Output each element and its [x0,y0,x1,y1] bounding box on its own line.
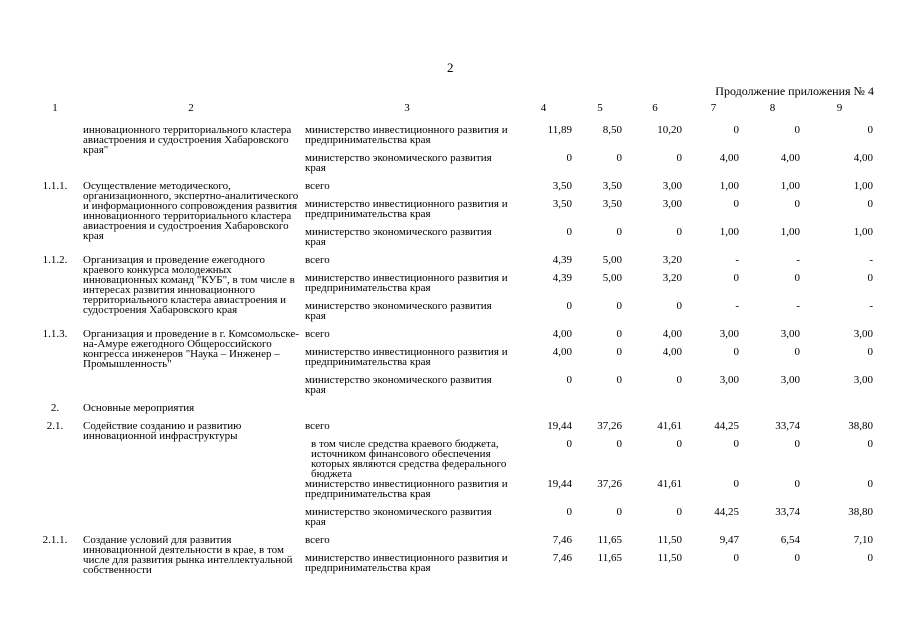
row-value: 3,50 [552,198,572,210]
table-row [30,421,876,439]
row-value: 5,00 [602,272,622,284]
row-code [30,125,80,181]
row-value: 0 [566,506,572,518]
table-row [30,181,876,199]
empty-cell [302,403,512,421]
row-value: 0 [676,152,682,164]
empty-cell [575,403,625,421]
row-value: 0 [676,506,682,518]
row-value: 3,00 [780,328,800,340]
row-value: 3,00 [719,374,739,386]
row-value: 4,00 [552,346,572,358]
row-value: 3,00 [662,180,682,192]
row-executor: министерство экономического развития края [305,374,492,396]
row-value: 8,50 [602,124,622,136]
row-value: 0 [676,374,682,386]
row-value: 3,00 [662,198,682,210]
row-value: 0 [867,346,873,358]
row-executor: всего [305,328,330,340]
row-value: 0 [616,152,622,164]
row-value: 11,50 [657,552,682,564]
row-value: 3,00 [719,328,739,340]
row-value: 1,00 [719,180,739,192]
row-value: 7,10 [853,534,873,546]
table-row [30,403,876,421]
row-executor: в том числе средства краевого бюджета, источником финансового обеспечения которых являются средства федерального бюджета [311,438,507,480]
row-value: 0 [867,272,873,284]
column-header: 8 [769,102,776,114]
row-executor: министерство экономического развития края [305,300,492,322]
row-value: 3,20 [662,254,682,266]
row-code: 1.1.1. [42,180,68,192]
row-value: 0 [733,346,739,358]
row-executor: министерство экономического развития края [305,506,492,528]
row-value: 19,44 [547,420,572,432]
row-value: 0 [566,152,572,164]
row-value: 11,50 [657,534,682,546]
row-value: - [796,300,800,312]
row-value: 11,89 [547,124,572,136]
row-value: 0 [566,226,572,238]
row-value: 38,80 [848,420,873,432]
row-code: 2.1. [46,420,64,432]
row-value: 0 [676,226,682,238]
row-value: 44,25 [714,420,739,432]
row-value: 0 [676,438,682,450]
empty-cell [512,403,575,421]
row-executor: министерство инвестиционного развития и предпринимательства края [305,346,508,368]
row-value: 3,00 [853,374,873,386]
row-executor: министерство инвестиционного развития и предпринимательства края [305,272,508,294]
row-name: Создание условий для развития инновационной деятельности в крае, в том числе для развития рынка интеллектуальной собственности [83,534,293,576]
row-value: 38,80 [848,506,873,518]
table-row [30,125,876,153]
row-value: 3,00 [853,328,873,340]
row-name: Организация и проведение в г. Комсомольске-на-Амуре ежегодного Общероссийского конгресса инженеров "Наука – Инженер – Промышленность" [83,328,299,370]
row-value: 0 [616,226,622,238]
row-value: 4,00 [719,152,739,164]
row-executor: министерство инвестиционного развития и предпринимательства края [305,552,508,574]
row-value: 11,65 [597,552,622,564]
column-header: 9 [836,102,843,114]
row-value: 7,46 [552,534,572,546]
row-value: 7,46 [552,552,572,564]
row-value: 0 [867,438,873,450]
column-header: 7 [710,102,717,114]
row-value: 11,65 [597,534,622,546]
row-value: - [735,300,739,312]
row-value: 10,20 [657,124,682,136]
row-executor: всего [305,420,330,432]
row-value: 4,39 [552,254,572,266]
row-code: 2.1.1. [42,534,68,546]
empty-cell [803,403,876,421]
row-value: 0 [733,124,739,136]
row-value: 4,00 [662,346,682,358]
row-value: 3,00 [780,374,800,386]
row-value: 41,61 [657,478,682,490]
row-value: 37,26 [597,478,622,490]
budget-table [30,103,876,581]
table-header-row [30,103,876,117]
row-value: 1,00 [853,226,873,238]
row-executor: всего [305,180,330,192]
column-header: 1 [52,102,58,114]
column-header: 3 [404,102,410,114]
row-value: 0 [794,478,800,490]
table-row [30,329,876,347]
row-value: 0 [867,478,873,490]
row-value: 0 [733,272,739,284]
column-header: 5 [597,102,603,114]
row-value: 0 [616,328,622,340]
row-value: 4,00 [853,152,873,164]
row-value: 4,00 [552,328,572,340]
row-value: - [796,254,800,266]
row-value: 37,26 [597,420,622,432]
column-header: 4 [540,102,547,114]
row-executor: министерство экономического развития края [305,226,492,248]
empty-cell [625,403,685,421]
row-value: 33,74 [775,506,800,518]
row-value: 0 [794,346,800,358]
row-value: 0 [616,506,622,518]
row-value: 0 [566,300,572,312]
row-value: 3,20 [662,272,682,284]
row-name: Основные мероприятия [83,402,195,414]
row-name: Содействие созданию и развитию инновационной инфраструктуры [83,420,242,442]
row-value: 0 [733,552,739,564]
row-code: 2. [50,402,60,414]
column-header: 2 [188,102,194,114]
empty-cell [685,403,742,421]
row-value: 1,00 [780,226,800,238]
row-value: 6,54 [780,534,800,546]
column-header: 6 [652,102,658,114]
row-value: 0 [616,300,622,312]
row-value: 3,50 [602,180,622,192]
row-value: 0 [566,374,572,386]
row-value: 19,44 [547,478,572,490]
row-value: 0 [616,374,622,386]
row-value: 0 [794,438,800,450]
row-name: Организация и проведение ежегодного краевого конкурса молодежных инновационных команд "КУБ", в том числе в интересах развития инновационного территориального кластера авиастроения и судостроения Хабаровского края [83,254,295,316]
row-value: 5,00 [602,254,622,266]
row-name: Осуществление методического, организационного, экспертно-аналитического и информационного сопровождения развития инновационного территориального кластера авиастроения и судостроения Хабаровского края [83,180,299,242]
row-code: 1.1.2. [42,254,68,266]
row-executor: министерство инвестиционного развития и предпринимательства края [305,198,508,220]
row-value: 3,50 [552,180,572,192]
row-executor: министерство инвестиционного развития и предпринимательства края [305,124,508,146]
empty-cell [742,403,803,421]
row-value: 0 [867,198,873,210]
row-value: 4,00 [662,328,682,340]
row-value: 9,47 [719,534,739,546]
row-value: 3,50 [602,198,622,210]
row-value: 0 [867,124,873,136]
row-value: 0 [616,438,622,450]
row-value: 33,74 [775,420,800,432]
row-value: 4,39 [552,272,572,284]
row-code: 1.1.3. [42,328,68,340]
row-value: - [735,254,739,266]
row-value: 0 [566,438,572,450]
row-value: 0 [794,552,800,564]
table-row [30,255,876,273]
row-value: 0 [733,438,739,450]
row-value: 0 [794,124,800,136]
row-value: 44,25 [714,506,739,518]
row-executor: всего [305,534,330,546]
row-executor: всего [305,254,330,266]
row-value: - [869,300,873,312]
page-number: 2 [447,60,454,75]
row-executor: министерство инвестиционного развития и предпринимательства края [305,478,508,500]
row-value: 1,00 [853,180,873,192]
row-value: - [869,254,873,266]
row-value: 0 [733,198,739,210]
row-value: 4,00 [780,152,800,164]
row-value: 0 [794,198,800,210]
row-name: инновационного территориального кластера авиастроения и судостроения Хабаровского края" [83,124,292,156]
row-executor: министерство экономического развития края [305,152,492,174]
table-row [30,535,876,553]
row-value: 41,61 [657,420,682,432]
row-value: 0 [867,552,873,564]
row-value: 1,00 [719,226,739,238]
row-value: 1,00 [780,180,800,192]
row-value: 0 [616,346,622,358]
row-value: 0 [794,272,800,284]
row-value: 0 [676,300,682,312]
appendix-note: Продолжение приложения № 4 [715,84,874,98]
row-value: 0 [733,478,739,490]
